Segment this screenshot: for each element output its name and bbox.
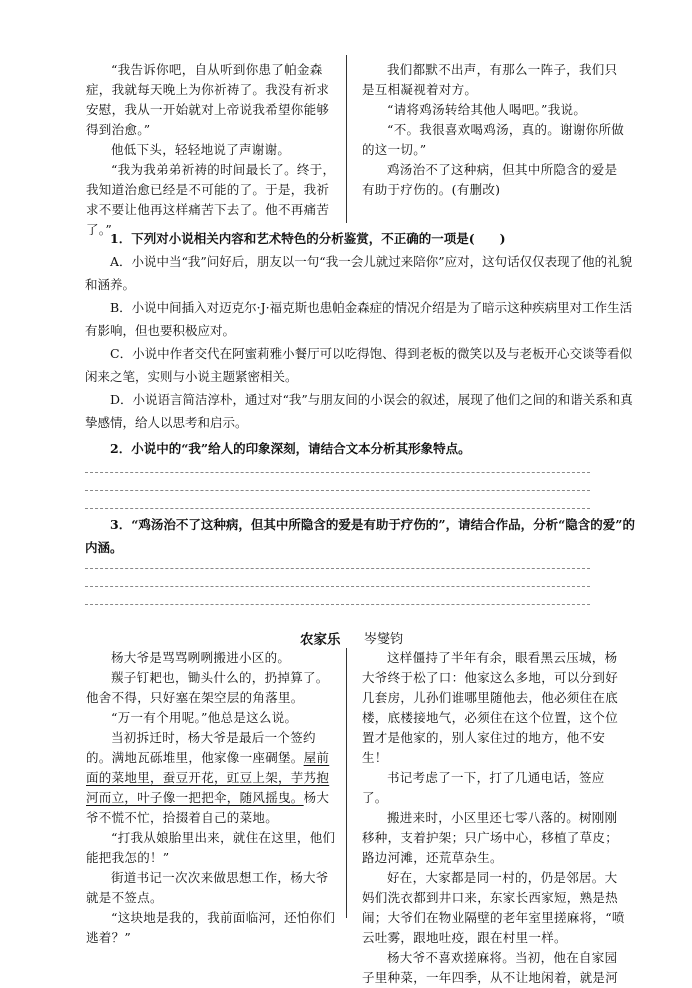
question-1 <box>85 227 640 434</box>
answer-line[interactable] <box>85 508 590 509</box>
answer-line[interactable] <box>85 568 590 569</box>
paragraph: “万一有个用呢。”他总是这么说。 <box>111 710 298 725</box>
paragraph: 他低下头，轻轻地说了声谢谢。 <box>111 142 291 157</box>
paragraph: 我们都默不出声，有那么一阵子，我们只是互相凝视着对方。 <box>362 62 618 97</box>
paragraph: 杨大爷不喜欢搓麻将。当初，他在自家园子里种菜，一年四季，从不让地闲着，就是河 <box>362 950 619 985</box>
paragraph: 鸡汤治不了这种病，但其中所隐含的爱是有助于疗伤的。(有删改) <box>362 162 618 197</box>
bottom-right-column <box>362 648 630 988</box>
paragraph: “不。我很喜欢喝鸡汤，真的。谢谢你所做的这一切。” <box>362 122 625 157</box>
paragraph: “这块地是我的，我前面临河，还怕你们逃着？” <box>86 910 336 945</box>
option-b: B．小说中间插入对迈克尔·J·福克斯也患帕金森症的情况介绍是为了暗示这种疾病里对工作生活有影响，但也要积极应对。 <box>85 300 633 338</box>
paragraph-text: 杨大爷不慌不忙，拾掇着自己的菜地。 <box>86 790 330 825</box>
story-author: 岑燮钧 <box>364 632 404 647</box>
paragraph: 杨大爷是骂骂咧咧搬进小区的。 <box>111 650 291 665</box>
paragraph: 这样僵持了半年有余，眼看黑云压城，杨大爷终于松了口：他家这么多地，可以分到好几套房，儿孙们谁哪里随他去，他必须住在底楼，底楼接地气，必须住在这个位置，这个位置才是他家的，别人家住过的地方，他不安生！ <box>362 650 619 765</box>
answer-line[interactable] <box>85 490 590 491</box>
answer-line[interactable] <box>85 604 590 605</box>
column-divider-bottom <box>346 648 347 918</box>
paragraph <box>86 728 336 828</box>
top-left-column <box>86 60 336 240</box>
option-a: A．小说中当“我”问好后，朋友以一句“我一会儿就过来陪你”应对，这句话仅仅表现了他的礼貌和涵养。 <box>85 254 633 292</box>
question-2 <box>85 437 640 460</box>
question-1-stem: 1．下列对小说相关内容和艺术特色的分析鉴赏，不正确的一项是( ) <box>110 231 506 246</box>
paragraph: “我为我弟弟祈祷的时间最长了。终于，我知道治愈已经是不可能的了。于是，我祈求不要让他再这样痛苦下去了。他不再痛苦了。” <box>86 162 336 237</box>
option-c: C．小说中作者交代在阿蜜莉雅小餐厅可以吃得饱、得到老板的微笑以及与老板开心交谈等看似闲来之笔，实则与小说主题紧密相关。 <box>85 346 633 384</box>
paragraph: “打我从娘胎里出来，就住在这里，他们能把我怎的！” <box>86 830 336 865</box>
answer-line[interactable] <box>85 586 590 587</box>
top-right-column <box>362 60 630 200</box>
paragraph: 搬进来时，小区里还七零八落的。树刚刚移种，支着护架；只广场中心，移植了草皮；路边河滩，还荒草杂生。 <box>362 810 619 865</box>
question-3-stem: 3．“鸡汤治不了这种病，但其中所隐含的爱是有助于疗伤的”，请结合作品，分析“隐含的爱”的内涵。 <box>85 517 635 555</box>
answer-line[interactable] <box>85 472 590 473</box>
paragraph: 羰子钉耙也，锄头什么的，扔掉算了。他舍不得，只好塞在架空层的角落里。 <box>86 670 329 705</box>
underlined-sentence: 屋前面的菜地里，蚕豆开花，豇豆上架，芋艿抱河而立，叶子像一把把伞，随风摇曳。 <box>86 750 330 805</box>
question-2-stem: 2．小说中的“我”给人的印象深刻，请结合文本分析其形象特点。 <box>110 441 471 456</box>
paragraph-text: 当初拆迁时，杨大爷是最后一个签约的。满地瓦砾堆里，他家像一座碉堡。 <box>86 730 316 765</box>
question-3 <box>85 513 640 559</box>
paragraph: 街道书记一次次来做思想工作，杨大爷就是不签点。 <box>86 870 329 905</box>
option-d: D．小说语言简洁淳朴，通过对“我”与朋友间的小误会的叙述，展现了他们之间的和谐关系和真挚感情，给人以思考和启示。 <box>85 392 633 430</box>
paragraph: 好在，大家都是同一村的，仍是邻居。大妈们洗衣都到井口来，东家长西家短，熟是热闹；大爷们在物业隔壁的老年室里搓麻将，“喷云吐雾，跟地吐疫，跟在村里一样。 <box>362 870 625 945</box>
paragraph: 书记考虑了一下，打了几通电话，签应了。 <box>362 770 605 805</box>
story-title: 农家乐 <box>300 632 341 648</box>
bottom-left-column <box>86 648 336 948</box>
column-divider-top <box>346 55 347 223</box>
paragraph: “请将鸡汤转给其他人喝吧。”我说。 <box>387 102 587 117</box>
paragraph: “我告诉你吧，自从听到你患了帕金森症，我就每天晚上为你祈祷了。我没有祈求安慰，我从一开始就对上帝说我希望你能够得到治愈。” <box>86 62 330 137</box>
